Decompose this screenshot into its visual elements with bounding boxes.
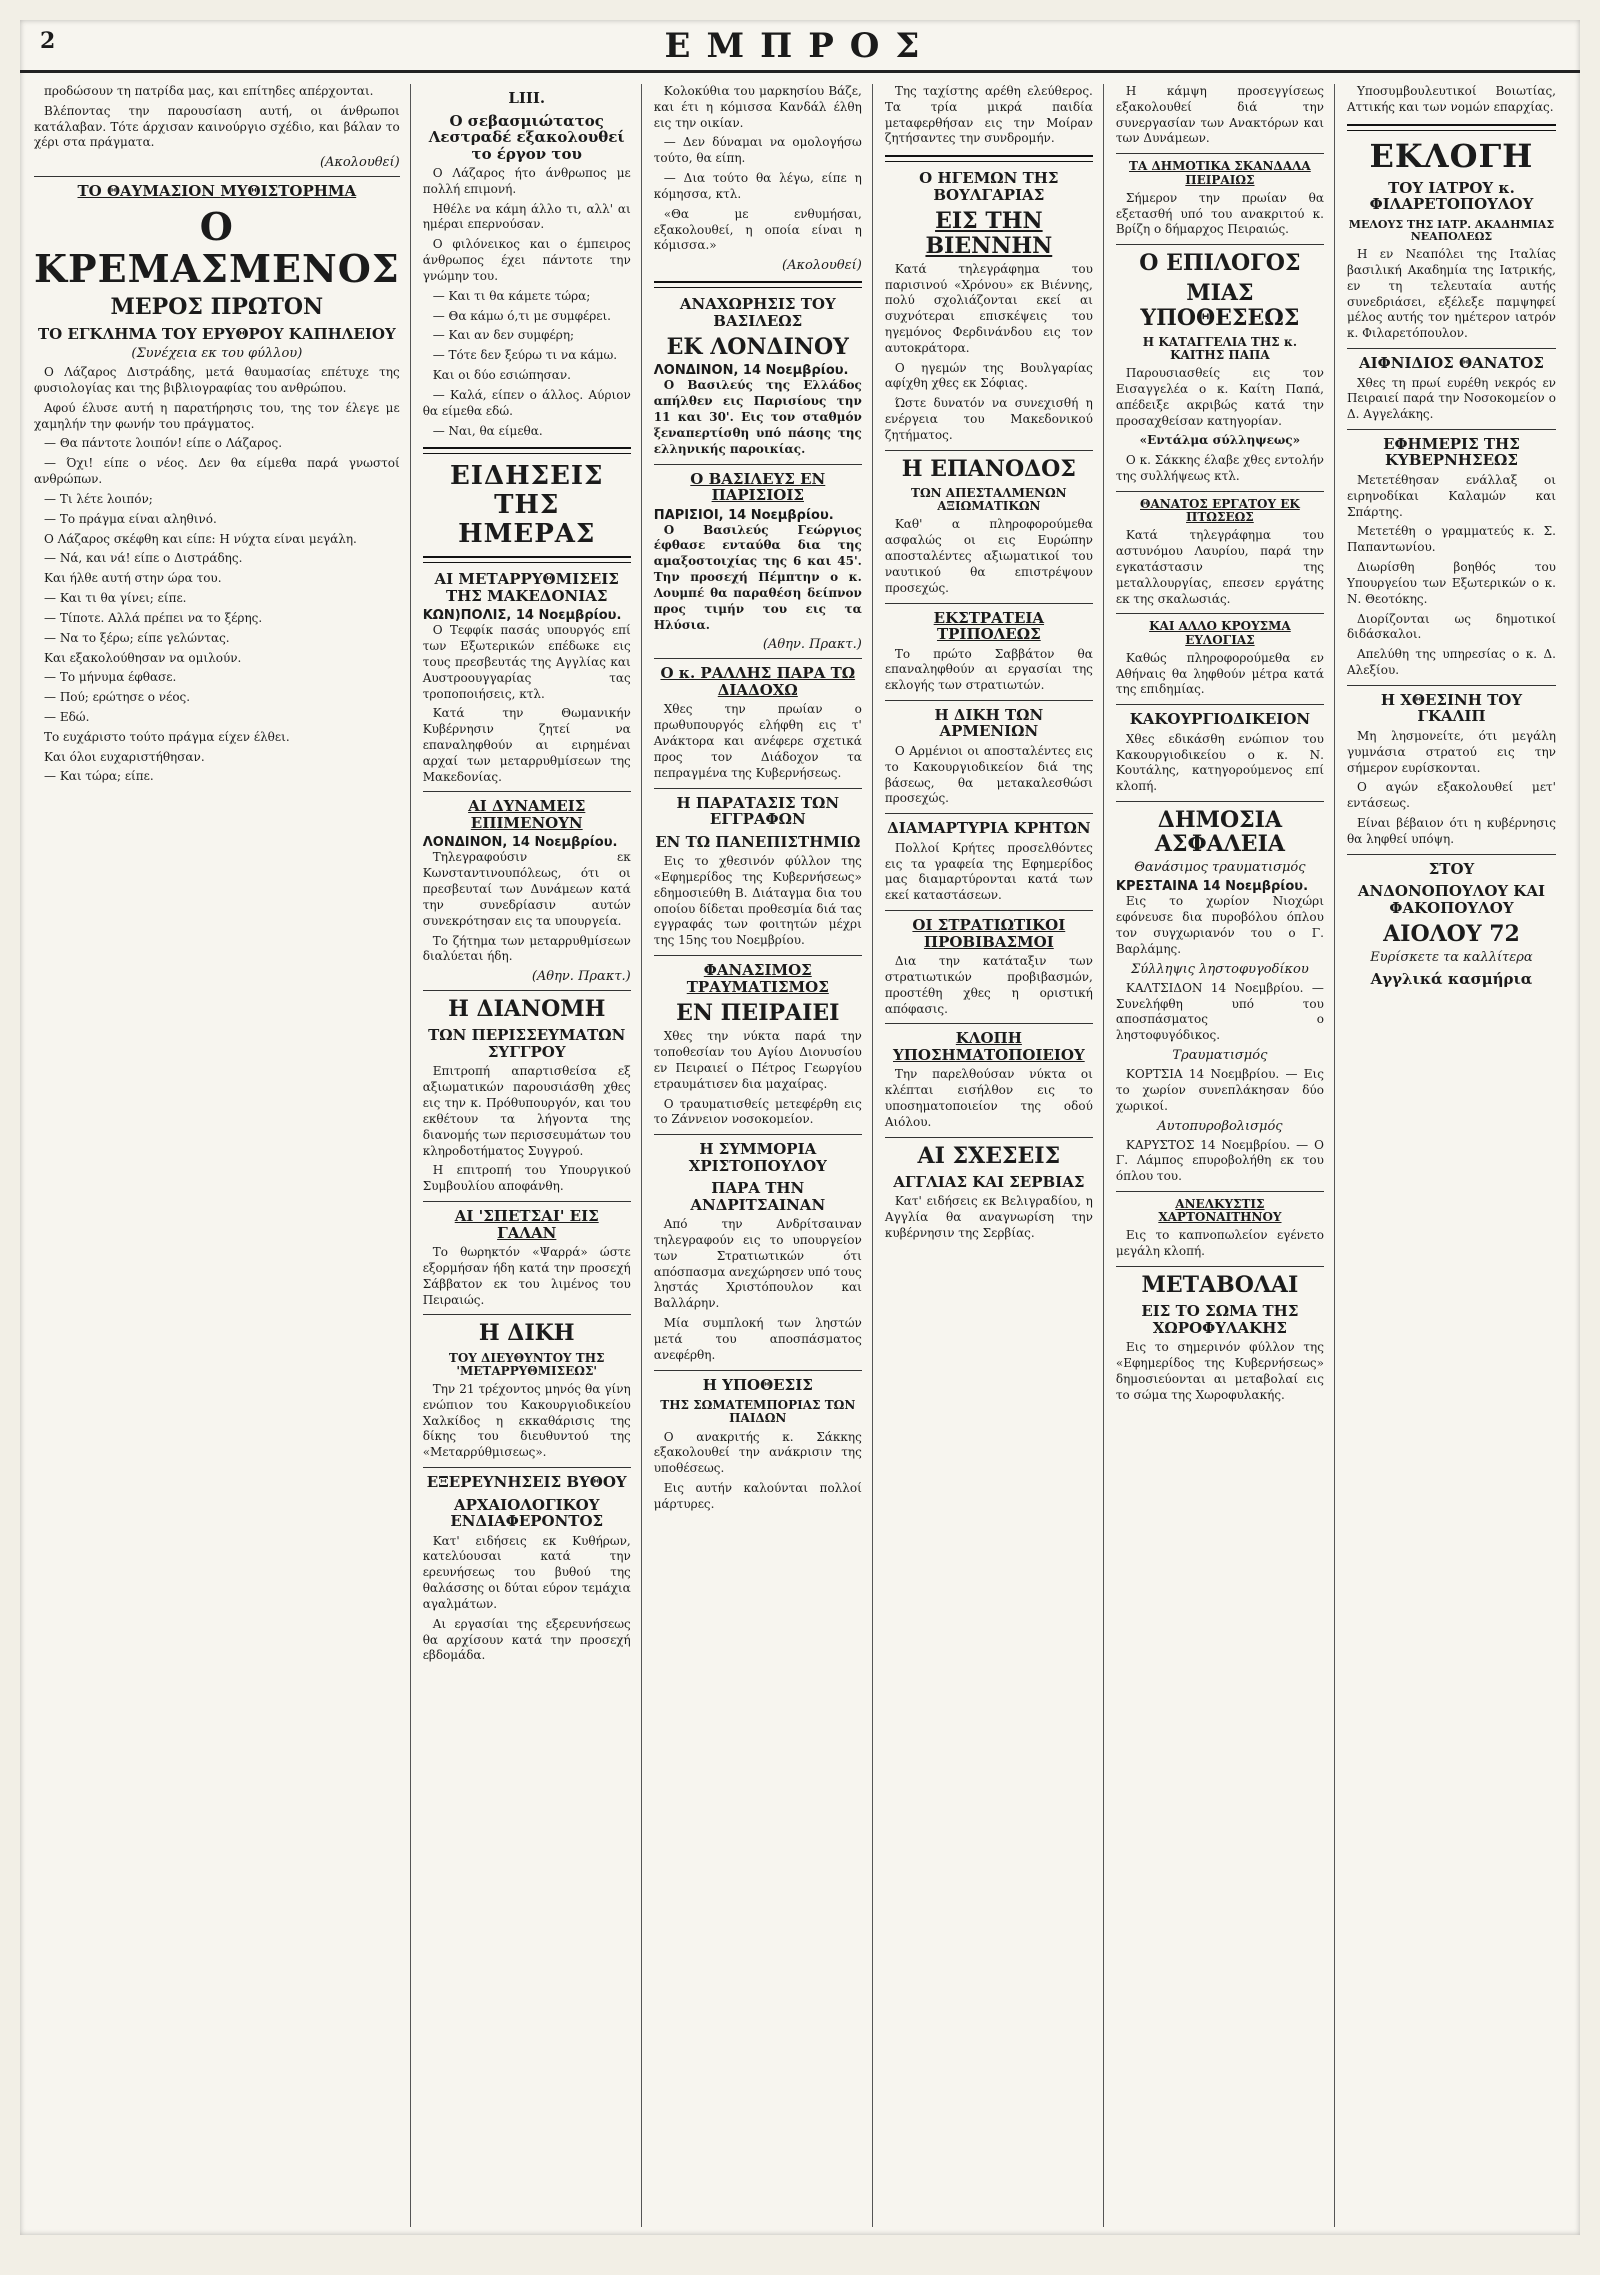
choice-paragraph: Παρουσιασθείς εις τον Εισαγγελέα ο κ. Καίτη Παπά, απέδειξε ακριβώς κατά την προσαχθείσαν κατηγορίαν. — [1115, 366, 1324, 428]
feature-paragraph: — Και τώρα; είπε. — [44, 769, 154, 784]
chapter-number: LIII. — [508, 89, 546, 107]
story-paragraph: — Και αν δεν συμφέρη; — [432, 328, 575, 343]
divider — [423, 1314, 631, 1315]
divider — [423, 1467, 631, 1468]
feature-paragraph: — Θα πάντοτε λοιπόν! είπε ο Λάζαρος. — [44, 436, 283, 451]
divider — [885, 813, 1093, 814]
newspaper-page — [20, 20, 1580, 2235]
divider — [654, 955, 862, 956]
divider — [885, 910, 1093, 911]
election-heading: ΕΚΛΟΓΗ — [1369, 136, 1534, 175]
choice-paragraph: Ο κ. Σάκκης έλαβε χθες εντολήν της συλλήψεως κτλ. — [1115, 453, 1324, 484]
ad-line-3: ΑΙΟΛΟΥ 72 — [1383, 921, 1520, 948]
divider — [1116, 491, 1324, 492]
intro-paragraph: Κολοκύθια του μαρκησίου Βάζε, και έτι η κόμισσα Κανδάλ έλθη εις την οικίαν. — [653, 84, 862, 130]
relations-subheading: ΑΓΓΛΙΑΣ ΚΑΙ ΣΕΡΒΙΑΣ — [893, 1172, 1085, 1191]
feature-paragraph: — Και τι θα γίνει; είπε. — [44, 591, 187, 606]
story-paragraph: — Τότε δεν ξεύρω τι να κάμω. — [432, 348, 618, 363]
paris-source: (Αθην. Πρακτ.) — [762, 637, 862, 653]
story-paragraph: Ο Λάζαρος ήτο άνθρωπος με πολλή επιμονή. — [422, 166, 631, 196]
gang-paragraph: Από την Ανδρίτσαιναν τηλεγραφούν εις το υπουργείον των Στρατιωτικών ότι απόσπασμα ανεχώρησεν υπό τους ληστάς Χριστόπουλον και Βαλλάρην. — [653, 1217, 862, 1311]
gov-paragraph: Μετετέθησαν ενάλλαξ οι ειρηνοδίκαι Καλαμών και Σπάρτης. — [1346, 472, 1556, 519]
feature-continued: (Συνέχεια εκ του φύλλου) — [131, 346, 303, 362]
powers-source: (Αθην. Πρακτ.) — [531, 969, 631, 985]
gang-heading: Η ΣΥΜΜΟΡΙΑ ΧΡΙΣΤΟΠΟΥΛΟΥ — [688, 1140, 827, 1175]
return-subheading: ΤΩΝ ΑΠΕΣΤΑΛΜΕΝΩΝ ΑΞΙΩΜΑΤΙΚΩΝ — [911, 485, 1067, 514]
bulgaria-paragraph: Κατά τηλεγράφημα του παρισινού «Χρόνου» εκ Βιέννης, πολύ σχολιάζονται εκεί αι συχνότεραι επισκέψεις του ηγεμόνος Φερδινάνδου εις τον αυτοκράτορα. — [884, 261, 1093, 355]
theft-paragraph: Την παρελθούσαν νύκτα οι κλέπται εισήλθον εις το υποσηματοποιείον της οδού Αιόλου. — [884, 1067, 1093, 1129]
column-5 — [1116, 84, 1335, 2227]
powers-paragraph: Το ζήτημα των μεταρρυθμίσεων διαλύεται ήδη. — [422, 933, 631, 964]
feature-paragraph: Αφού έλυσε αυτή η παρατήρησις του, της τον έλεγε με χαμηλήν την φωνήν του πράγματος. — [34, 400, 400, 431]
distribution-subheading: ΤΩΝ ΠΕΡΙΣΣΕΥΜΑΤΩΝ ΣΥΓΓΡΟΥ — [428, 1026, 626, 1061]
theft-heading: ΚΛΟΠΗ ΥΠΟΣΗΜΑΤΟΠΟΙΕΙΟΥ — [893, 1029, 1085, 1064]
story-paragraph: Και οι δύο εσιώπησαν. — [432, 368, 571, 383]
divider — [423, 447, 631, 454]
divider — [885, 1023, 1093, 1024]
choice-paragraph: «Εντάλμα σύλληψεως» — [1139, 433, 1301, 448]
choice-minor-heading: Η ΚΑΤΑΓΓΕΛΙΑ ΤΗΣ κ. ΚΑΙΤΗΣ ΠΑΠΑ — [1142, 334, 1297, 362]
newspaper-title: ΕΜΠΡΟΣ — [664, 26, 936, 66]
divider — [1347, 124, 1556, 131]
feature-part: ΜΕΡΟΣ ΠΡΩΤΟΝ — [110, 294, 324, 321]
bulgaria-heading: Ο ΗΓΕΜΩΝ ΤΗΣ ΒΟΥΛΓΑΡΙΑΣ — [919, 169, 1059, 204]
feature-paragraph: — Εδώ. — [44, 710, 90, 724]
galib-paragraph: Μη λησμονείτε, ότι μεγάλη γυμνάσια στρατού εις την σήμερον ευρίσκονται. — [1346, 728, 1556, 775]
divider — [654, 464, 862, 465]
divider — [423, 791, 631, 792]
spetsai-paragraph: Το θωρηκτόν «Ψαρρά» ώστε εξορμήσαν ήδη κατά την προσεχή Σάββατον εκ του λιμένος του Πειραιώς. — [422, 1245, 631, 1307]
smallpox-paragraph: Καθώς πληροφορούμεθα εν Αθήναις θα ληφθούν μέτρα κατά της επιδημίας. — [1115, 650, 1324, 697]
advertisement — [1347, 861, 1556, 988]
safety-paragraph: Εις το χωρίον Νιοχώρι εφόνευσε δια πυροβόλου όπλου τον συγχωριανόν του ο Γ. Βαρλάμης. — [1115, 894, 1324, 956]
crime-heading: ΦΑΝΑΣΙΜΟΣ ΤΡΑΥΜΑΤΙΣΜΟΣ — [686, 961, 829, 996]
divider — [654, 1370, 862, 1371]
tobacco-paragraph: Εις το καπνοπωλείον εγένετο μεγάλη κλοπή. — [1115, 1228, 1324, 1259]
safety-subhead: Σύλληψις ληστοφυγοδίκου — [1131, 961, 1309, 977]
intro-paragraph: Η κάμψη προσεγγίσεως εξακολουθεί διά την συνεργασίαν των Ανακτόρων και των Δυνάμεων. — [1115, 84, 1324, 146]
story-paragraph: Ο φιλόνεικος και ο έμπειρος άνθρωπος έχει πάντοτε την γνώμην του. — [422, 237, 631, 283]
distribution-paragraph: Επιτροπή απαρτισθείσα εξ αξιωματικών παρουσιάσθη χθες εις την κ. Πρόθυπουργόν, και του εκθέτουν τα λήγοντα της διανομής των περισσευμάτων του κληροδοτήματος Συγγρού. — [422, 1064, 631, 1158]
macedonia-paragraph: Κατά την Θωμανικήν Κυβέρνησιν ζητεί να επαναληφθούν αι ειρημέναι αρχαί των μεταρρυθμίσεων της Μακεδονίας. — [422, 706, 631, 784]
trade-paragraph: Εις αυτήν καλούνται πολλοί μάρτυρες. — [653, 1480, 862, 1511]
bulgaria-subheading: ΕΙΣ ΤΗΝ ΒΙΕΝΝΗΝ — [925, 208, 1053, 259]
gang-subheading: ΠΑΡΑ ΤΗΝ ΑΝΔΡΙΤΣΑΙΝΑΝ — [690, 1179, 826, 1214]
crime-paragraph: Ο τραυματισθείς μετεφέρθη εις το Ζάννειον νοσοκομείον. — [653, 1096, 862, 1127]
feature-paragraph: — Πού; ερώτησε ο νέος. — [44, 690, 191, 705]
changes-paragraph: Εις το σημερινόν φύλλον της «Εφημερίδος της Κυβερνήσεως» δημοσιεύονται αι μεταβολαί εις το σώμα της Χωροφυλακής. — [1115, 1340, 1324, 1402]
column-1 — [34, 84, 411, 2227]
trade-paragraph: Ο ανακριτής κ. Σάκκης εξακολουθεί την ανάκρισιν της υποθέσεως. — [653, 1429, 862, 1476]
relations-heading: ΑΙ ΣΧΕΣΕΙΣ — [917, 1142, 1061, 1169]
ad-line-5: Αγγλικά κασμήρια — [1370, 970, 1533, 989]
rallis-heading: Ο κ. ΡΑΛΛΗΣ ΠΑΡΑ ΤΩ ΔΙΑΔΟΧΩ — [660, 664, 856, 699]
feature-paragraph: — Τι λέτε λοιπόν; — [44, 491, 153, 506]
king-dateline: ΛΟΝΔΙΝΟΝ, 14 Νοεμβρίου. — [653, 363, 849, 379]
ad-line-4: Ευρίσκετε τα καλλίτερα — [1370, 950, 1533, 966]
news-banner: ΕΙΔΗΣΕΙΣ ΤΗΣ ΗΜΕΡΑΣ — [449, 461, 604, 549]
tobacco-heading: ΑΝΕΛΚΥΣΤΙΣ ΧΑΡΤΟΝΑΙΤΗΝΟΥ — [1158, 1197, 1282, 1225]
divider — [1347, 429, 1556, 430]
election-minor-heading: ΜΕΛΟΥΣ ΤΗΣ ΙΑΤΡ. ΑΚΑΔΗΜΙΑΣ ΝΕΑΠΟΛΕΩΣ — [1348, 217, 1555, 243]
divider — [1347, 685, 1556, 686]
armenians-paragraph: Ο Αρμένιοι οι αποσταλέντες εις το Κακουργιοδικείον διά της βάσεως, θα μετακαλεσθώσι προσεχώς. — [884, 743, 1093, 806]
feature-small-title: ΤΟ ΘΑΥΜΑΣΙΟΝ ΜΥΘΙΣΤΟΡΗΜΑ — [77, 182, 357, 201]
divider — [34, 176, 400, 177]
feature-paragraph: — Το μήνυμα έφθασε. — [44, 670, 177, 685]
story-paragraph: — Θα κάμω ό,τι με συμφέρει. — [432, 308, 611, 323]
column-2 — [423, 84, 642, 2227]
safety-subhead: Αυτοπυροβολισμός — [1157, 1118, 1283, 1134]
return-paragraph: Καθ' α πληροφορούμεθα ασφαλώς οι εις Ευρώπην αποσταλέντες αξιωματικοί του ναυτικού θα επιστρέψουν προσεχώς. — [884, 517, 1093, 595]
feature-paragraph: Ο Λάζαρος Διστράδης, μετά θαυμασίας επέτυχε της φυσιολογίας και της βιβλιογραφίας του ανθρώπου. — [34, 365, 400, 395]
divider — [654, 658, 862, 659]
feature-paragraph: Και ήλθε αυτή στην ώρα του. — [44, 571, 222, 586]
divider — [1347, 854, 1556, 855]
divider — [885, 450, 1093, 451]
armenians-heading: Η ΔΙΚΗ ΤΩΝ ΑΡΜΕΝΙΩΝ — [934, 705, 1044, 741]
gov-paragraph: Μετετέθη ο γραμματεύς κ. Σ. Παπαντωνίου. — [1346, 524, 1556, 555]
death-paragraph: Χθες τη πρωί ευρέθη νεκρός εν Πειραιεί παρά την Νοσοκομείον ο Δ. Αγγελάκης. — [1346, 375, 1556, 422]
macedonia-paragraph: Ο Τεφφίκ πασάς υπουργός επί των Εξωτερικών επέδωκε εις τους πρεσβευτάς της Αγγλίας και Αυστροουγγαρίας τας τροποποιήσεις, κτλ. — [422, 623, 631, 701]
gang-paragraph: Μία συμπλοκή των ληστών μετά του αποσπάσματος ανεφέρθη. — [653, 1316, 862, 1362]
trial-heading: Η ΔΙΚΗ — [478, 1320, 575, 1347]
feature-paragraph: — Όχι! είπε ο νέος. Δεν θα είμεθα παρά γνωστοί ανθρώπων. — [34, 456, 400, 487]
intro-paragraph-2: Βλέποντας την παρουσίαση αυτή, οι άνθρωποι κατάλαβαν. Τότε άρχισαν καινούργιο σχέδιο, και βάλαν το χέρι στα πράγματα. — [34, 103, 400, 150]
safety-heading: ΔΗΜΟΣΙΑ ΑΣΦΑΛΕΙΑ — [1154, 807, 1285, 858]
scandal-heading: ΤΑ ΔΗΜΟΤΙΚΑ ΣΚΑΝΔΑΛΑ ΠΕΙΡΑΙΩΣ — [1129, 159, 1311, 187]
column-6 — [1347, 84, 1566, 2227]
divider — [423, 1201, 631, 1202]
finds-heading: ΕΞΕΡΕΥΝΗΣΕΙΣ ΒΥΘΟΥ — [426, 1473, 627, 1492]
promotions-paragraph: Δια την κατάταξιν των στρατιωτικών προβιβασμών, προστέθη χθες η οριστική απόφασις. — [884, 954, 1093, 1016]
divider — [654, 1134, 862, 1135]
divider — [423, 556, 631, 563]
finds-paragraph: Κατ' ειδήσεις εκ Κυθήρων, κατελύουσαι κατά την ερευνήσεως του βυθού της θαλάσσης οι δύται εύρον τεμάχια αγαλμάτων. — [422, 1533, 631, 1611]
powers-dateline: ΛΟΝΔΙΝΟΝ, 14 Νοεμβρίου. — [422, 835, 618, 851]
divider — [1116, 613, 1324, 614]
election-paragraph: Η εν Νεαπόλει της Ιταλίας βασιλική Ακαδημία της Ιατρικής, εν τη τελευταία αυτής συνεδριάσει, εξέλεξε παμψηφεί μέλος αυτής τον ημέτερον ιατρόν κ. Φιλαρετόπουλον. — [1346, 247, 1556, 341]
trade-subheading: ΤΗΣ ΣΩΜΑΤΕΜΠΟΡΙΑΣ ΤΩΝ ΠΑΙΔΩΝ — [660, 1398, 856, 1426]
crime-subheading: ΕΝ ΠΕΙΡΑΙΕΙ — [676, 1000, 840, 1027]
column-3 — [654, 84, 873, 2227]
worker-heading: ΘΑΝΑΤΟΣ ΕΡΓΑΤΟΥ ΕΚ ΠΤΩΣΕΩΣ — [1140, 496, 1300, 525]
return-heading: Η ΕΠΑΝΟΔΟΣ — [901, 455, 1076, 482]
paris-paragraph: Ο Βασιλεύς Γεώργιος έφθασε ενταύθα δια της αμαξοστοιχίας της 6 και 45'. Την προσεχή Πέμπτην ο κ. Λουμπέ θα παραθέση δείπνον προς τιμήν του εις τα Ηλύσια. — [653, 522, 862, 632]
page-number: 2 — [40, 28, 56, 54]
paris-dateline: ΠΑΡΙΣΙΟΙ, 14 Νοεμβρίου. — [653, 507, 834, 523]
safety-subheading: Θανάσιμος τραυματισμός — [1134, 860, 1306, 876]
intro-paragraph: — Δια τούτο θα λέγω, είπε η κόμησσα, κτλ. — [653, 171, 862, 201]
story-paragraph: — Ναι, θα είμεθα. — [432, 423, 543, 438]
gov-heading: ΕΦΗΜΕΡΙΣ ΤΗΣ ΚΥΒΕΡΝΗΣΕΩΣ — [1383, 434, 1520, 470]
galib-paragraph: Είναι βέβαιον ότι η κυβέρνησις θα ληφθεί υπόψη. — [1346, 816, 1556, 846]
divider — [1116, 801, 1324, 802]
feature-paragraph: Το ευχάριστο τούτο πράγμα είχεν έλθει. — [44, 729, 290, 744]
cretans-paragraph: Πολλοί Κρήτες προσελθόντες εις τα γραφεία της Εφημερίδος μας διαμαρτύρονται κατά των εκεί καταστάσεων. — [884, 840, 1093, 903]
ad-line-1: ΣΤΟΥ — [1428, 859, 1475, 878]
choice-subheading: ΜΙΑΣ ΥΠΟΘΕΣΕΩΣ — [1140, 280, 1300, 331]
university-subheading: ΕΝ ΤΩ ΠΑΝΕΠΙΣΤΗΜΙΩ — [655, 832, 861, 851]
feature-chapter: ΤΟ ΕΓΚΛΗΜΑ ΤΟΥ ΕΡΥΘΡΟΥ ΚΑΠΗΛΕΙΟΥ — [38, 324, 396, 343]
safety-paragraph: ΚΑΛΤΣΙΔΟΝ 14 Νοεμβρίου. — Συνελήφθη υπό του αποσπάσματος ο ληστοφυγόδικος. — [1115, 980, 1324, 1043]
university-paragraph: Εις το χθεσινόν φύλλον της «Εφημερίδος της Κυβερνήσεως» εδημοσιεύθη Β. Διάταγμα δια του οποίου δίδεται προθεσμία διά τας εγγραφάς των φοιτητών μέχρι της 15ης του Νοεμβρίου. — [653, 854, 862, 948]
intro-paragraph: προδώσουν τη πατρίδα μας, και επίτηδες απέρχονται. — [44, 84, 374, 98]
distribution-heading: Η ΔΙΑΝΟΜΗ — [448, 996, 606, 1023]
trial-subheading: ΤΟΥ ΔΙΕΥΘΥΝΤΟΥ ΤΗΣ 'ΜΕΤΑΡΡΥΘΜΙΣΕΩΣ' — [448, 1350, 605, 1378]
feature-paragraph: Και εξακολούθησαν να ομιλούν. — [44, 650, 242, 665]
sign-off: (Ακολουθεί) — [319, 155, 400, 171]
feature-paragraph: — Να το ξέρω; είπε γελώντας. — [44, 630, 230, 645]
scandal-paragraph: Σήμερον την πρωίαν θα εξετασθή υπό του ανακριτού κ. Βρίζη ο δήμαρχος Πειραιώς. — [1115, 190, 1324, 237]
cretans-heading: ΔΙΑΜΑΡΤΥΡΙΑ ΚΡΗΤΩΝ — [887, 819, 1091, 838]
sign-off: (Ακολουθεί) — [782, 258, 862, 274]
divider — [1116, 153, 1324, 154]
death-heading: ΑΙΦΝΙΔΙΟΣ ΘΑΝΑΤΟΣ — [1359, 354, 1544, 372]
bulgaria-paragraph: Ο ηγεμών της Βουλγαρίας αφίχθη χθες εκ Σόφιας. — [884, 360, 1093, 391]
university-heading: Η ΠΑΡΑΤΑΣΙΣ ΤΩΝ ΕΓΓΡΑΦΩΝ — [676, 793, 840, 829]
distribution-paragraph: Η επιτροπή του Υπουργικού Συμβουλίου αποφάνθη. — [422, 1163, 631, 1194]
finds-paragraph: Αι εργασίαι της εξερευνήσεως θα αρχίσουν κατά την προσεχή εβδομάδα. — [422, 1616, 631, 1663]
worker-paragraph: Κατά τηλεγράφημα του αστυνόμου Λαυρίου, παρά την εγκατάστασιν της μεταλλουργίας, επεσεν εργάτης εκ της σκαλωσιάς. — [1115, 528, 1324, 606]
powers-heading: ΑΙ ΔΥΝΑΜΕΙΣ ΕΠΙΜΕΝΟΥΝ — [468, 797, 586, 832]
divider — [885, 603, 1093, 604]
paris-heading: Ο ΒΑΣΙΛΕΥΣ ΕΝ ΠΑΡΙΣΙΟΙΣ — [690, 469, 826, 505]
divider — [1116, 1266, 1324, 1267]
feature-paragraph: Και όλοι ευχαριστήθησαν. — [44, 749, 205, 764]
column-4 — [885, 84, 1104, 2227]
changes-heading: ΜΕΤΑΒΟΛΑΙ — [1141, 1272, 1299, 1299]
feature-text — [34, 365, 400, 785]
macedonia-dateline: ΚΩΝ)ΠΟΛΙΣ, 14 Νοεμβρίου. — [422, 608, 622, 624]
story-paragraph: — Και τι θα κάμετε τώρα; — [432, 288, 591, 303]
court-paragraph: Χθες εδικάσθη ενώπιον του Κακουργιοδικείου ο κ. Ν. Κουτάλης, κατηγορούμενος επί κλοπή. — [1115, 731, 1324, 794]
feature-paragraph: — Το πράγμα είναι αληθινό. — [44, 511, 217, 526]
divider — [1116, 1191, 1324, 1192]
columns — [34, 84, 1566, 2227]
changes-subheading: ΕΙΣ ΤΟ ΣΩΜΑ ΤΗΣ ΧΩΡΟΦΥΛΑΚΗΣ — [1141, 1302, 1299, 1337]
divider — [1116, 244, 1324, 245]
trial-paragraph: Την 21 τρέχοντος μηνός θα γίνη ενώπιον του Κακουργιοδικείου Χαλκίδος η εκκαθάρισις της δίκης του διευθυντού της «Μεταρρύθμισεως». — [422, 1381, 631, 1460]
feature-big-title: Ο ΚΡΕΜΑΣΜΕΝΟΣ — [34, 203, 400, 291]
bulgaria-paragraph: Ώστε δυνατόν να συνεχισθή η ενέργεια του Μακεδονικού ζητήματος. — [884, 396, 1093, 442]
story-paragraph: Ηθέλε να κάμη άλλο τι, αλλ' αι ημέραι επερνούσαν. — [422, 201, 631, 232]
king-subheading: ΕΚ ΛΟΝΔΙΝΟΥ — [666, 334, 849, 361]
rallis-paragraph: Χθες την πρωίαν ο πρωθυπουργός ελήφθη εις τ' Ανάκτορα και ανέφερε σχετικά προς τον Διάδοχον τα πεπραγμένα της Κυβερνήσεως. — [653, 702, 862, 780]
smallpox-heading: ΚΑΙ ΑΛΛΟ ΚΡΟΥΣΜΑ ΕΥΛΟΓΙΑΣ — [1149, 619, 1291, 647]
intro-paragraph: Της ταχίστης αρέθη ελεύθερος. Τα τρία μικρά παιδία μεταφερθήσαν εις την Μοίραν ζητήσαντες την συνδρομήν. — [884, 84, 1093, 146]
ad-line-2: ΑΝΔΟΝΟΠΟΥΛΟΥ ΚΑΙ ΦΑΚΟΠΟΥΛΟΥ — [1357, 882, 1546, 917]
choice-heading: Ο ΕΠΙΛΟΓΟΣ — [1139, 250, 1301, 277]
powers-paragraph: Τηλεγραφούσιν εκ Κωνσταντινουπόλεως, ότι οι πρεσβευταί των Δυνάμεων κατά την συνεδρίασιν αυτών συνεκρότησαν εις τα υπουργεία. — [422, 850, 631, 928]
story-title: Ο σεβασμιώτατος Λεστραδέ εξακολουθεί το έργον του — [428, 111, 625, 163]
divider — [885, 700, 1093, 701]
promotions-heading: ΟΙ ΣΤΡΑΤΙΩΤΙΚΟΙ ΠΡΟΒΙΒΑΣΜΟΙ — [912, 916, 1066, 951]
macedonia-heading: ΑΙ ΜΕΤΑΡΡΥΘΜΙΣΕΙΣ ΤΗΣ ΜΑΚΕΔΟΝΙΑΣ — [434, 570, 619, 605]
king-heading: ΑΝΑΧΩΡΗΣΙΣ ΤΟΥ ΒΑΣΙΛΕΩΣ — [679, 295, 836, 330]
safety-dateline: ΚΡΕΣΤΑΙΝΑ 14 Νοεμβρίου. — [1115, 879, 1309, 895]
feature-paragraph: — Τίποτε. Αλλά πρέπει να το ξέρης. — [44, 610, 263, 625]
divider — [654, 281, 862, 288]
gov-paragraph: Διωρίσθη βοηθός του Υπουργείου των Εξωτερικών ο κ. Ν. Θεοτόκης. — [1346, 560, 1556, 606]
relations-paragraph: Κατ' ειδήσεις εκ Βελιγραδίου, η Αγγλία θα αναγνωρίση την κυβέρνησιν της Σερβίας. — [884, 1194, 1093, 1241]
feature-paragraph: — Νά, και νά! είπε ο Διστράδης. — [44, 551, 243, 566]
gov-paragraph: Διορίζονται ως δημοτικοί διδάσκαλοι. — [1346, 611, 1556, 642]
divider — [885, 155, 1093, 162]
divider — [423, 990, 631, 991]
galib-paragraph: Ο αγών εξακολουθεί μετ' εντάσεως. — [1346, 780, 1556, 811]
safety-paragraph: ΚΟΡΤΣΙΑ 14 Νοεμβρίου. — Εις το χωρίον συνεπλάκησαν δύο χωρικοί. — [1115, 1067, 1324, 1113]
divider — [885, 1137, 1093, 1138]
election-subheading: ΤΟΥ ΙΑΤΡΟΥ κ. ΦΙΛΑΡΕΤΟΠΟΥΛΟΥ — [1369, 178, 1534, 214]
gov-paragraph: Απελύθη της υπηρεσίας ο κ. Δ. Αλεξίου. — [1346, 647, 1556, 678]
trade-heading: Η ΥΠΟΘΕΣΙΣ — [702, 1375, 813, 1394]
safety-subhead: Τραυματισμός — [1172, 1048, 1268, 1064]
divider — [1116, 704, 1324, 705]
divider — [1347, 348, 1556, 349]
expedition-paragraph: Το πρώτο Σαββάτον θα επαναληφθούν αι εργασίαι της εκλογής των στρατιωτών. — [884, 646, 1093, 693]
intro-paragraph: «Θα με ενθυμήσαι, εξακολουθεί, η οποία είναι η κόμισσα.» — [653, 206, 862, 253]
intro-paragraph: — Δεν δύναμαι να ομολογήσω τούτο, θα είπη. — [653, 135, 862, 166]
spetsai-heading: ΑΙ 'ΣΠΕΤΣΑΙ' ΕΙΣ ΓΑΛΑΝ — [454, 1207, 599, 1242]
feature-paragraph: Ο Λάζαρος σκέφθη και είπε: Η νύχτα είναι μεγάλη. — [44, 531, 357, 546]
story-paragraph: — Καλά, είπεν ο άλλος. Αύριον θα είμεθα εδώ. — [422, 387, 631, 418]
king-paragraph: Ο Βασιλεύς της Ελλάδος απήλθεν εις Παρισίους την 11 και 30'. Εις τον σταθμόν ξεναπερτίσθη υπό πάσης της ελληνικής παροικίας. — [653, 378, 862, 456]
masthead — [20, 20, 1580, 73]
crime-paragraph: Χθες την νύκτα παρά την τοποθεσίαν του Αγίου Διονυσίου εν Πειραιεί ο Πέτρος Γεωργίου ετραυμάτισεν δια μαχαίρας. — [653, 1029, 862, 1091]
safety-paragraph: ΚΑΡΥΣΤΟΣ 14 Νοεμβρίου. — Ο Γ. Λάμπος επυροβολήθη εκ του όπλου του. — [1115, 1137, 1324, 1184]
intro-paragraph: Υποσυμβουλευτικοί Βοιωτίας, Αττικής και των νομών επαρχίας. — [1346, 84, 1556, 114]
expedition-heading: ΕΚΣΤΡΑΤΕΙΑ ΤΡΙΠΟΛΕΩΣ — [933, 608, 1045, 643]
court-heading: ΚΑΚΟΥΡΓΙΟΔΙΚΕΙΟΝ — [1129, 710, 1311, 729]
galib-heading: Η ΧΘΕΣΙΝΗ ΤΟΥ ΓΚΑΛΙΠ — [1380, 690, 1523, 726]
finds-subheading: ΑΡΧΑΙΟΛΟΓΙΚΟΥ ΕΝΔΙΑΦΕΡΟΝΤΟΣ — [450, 1495, 604, 1531]
divider — [654, 788, 862, 789]
